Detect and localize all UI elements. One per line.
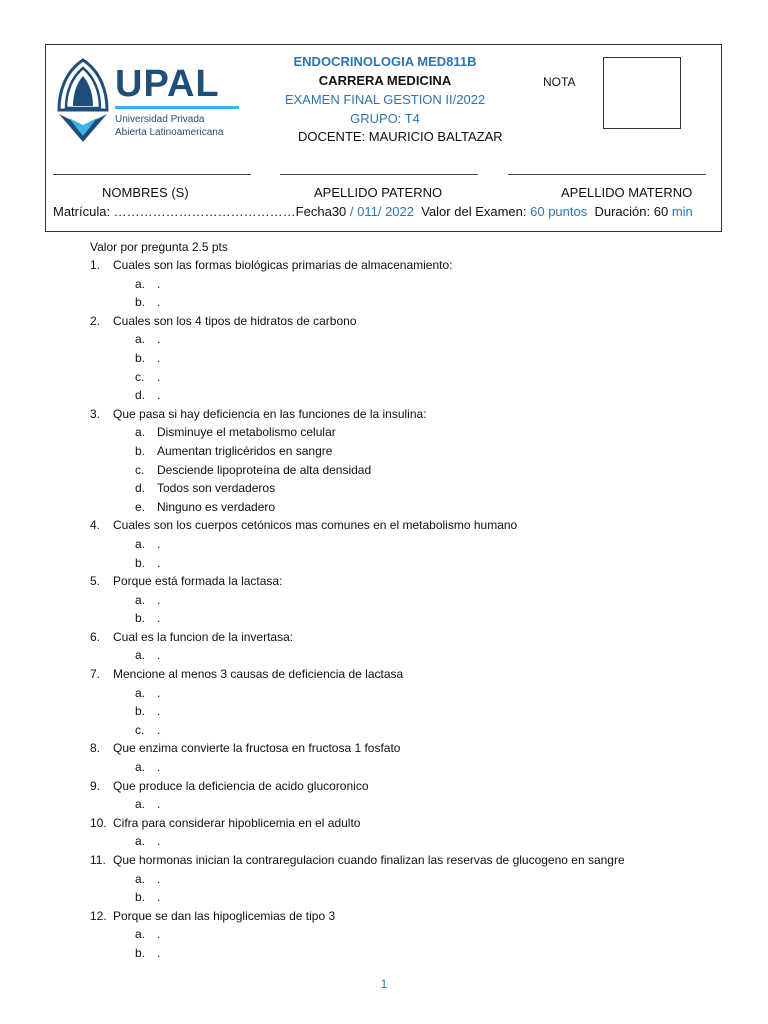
option-text: . (157, 834, 161, 849)
answer-option[interactable] (90, 591, 730, 610)
question-text: Cuales son las formas biológicas primarias de almacenamiento: (113, 258, 453, 272)
question-item (90, 256, 730, 275)
option-letter: c. (135, 462, 145, 477)
logo-subtitle-line-1: Universidad Privada (115, 114, 205, 125)
answer-option[interactable] (90, 758, 730, 777)
option-letter: a. (135, 760, 146, 775)
option-text: . (157, 350, 161, 365)
option-text: . (157, 276, 161, 291)
option-letter: a. (135, 648, 146, 663)
option-text: . (157, 797, 161, 812)
answer-option[interactable] (90, 554, 730, 573)
answer-option[interactable] (90, 721, 730, 740)
question-item (90, 777, 730, 796)
option-letter: c. (135, 369, 145, 384)
option-letter: a. (135, 685, 146, 700)
option-text: . (157, 332, 161, 347)
question-number: 6. (90, 629, 101, 644)
option-letter: b. (135, 443, 146, 458)
question-text: Mencione al menos 3 causas de deficiencia de lactasa (113, 667, 404, 682)
duration-label: Duración: 60 (594, 204, 669, 219)
question-text: Cuales son los cuerpos cetónicos mas comunes en el metabolismo humano (113, 518, 518, 533)
question-number: 2. (90, 313, 101, 328)
option-text: . (157, 555, 161, 570)
option-letter: a. (135, 797, 146, 812)
option-letter: d. (135, 388, 146, 403)
question-item (90, 665, 730, 684)
answer-option[interactable] (90, 461, 730, 480)
option-letter: a. (135, 871, 146, 886)
option-text: . (157, 722, 161, 737)
answer-option[interactable] (90, 368, 730, 387)
question-item (90, 739, 730, 758)
exam-questions (90, 238, 730, 963)
teacher-label: DOCENTE: MAURICIO BALTAZAR (298, 129, 503, 144)
page-number: 1 (380, 977, 388, 991)
option-text: . (157, 760, 161, 775)
option-letter: b. (135, 890, 146, 905)
answer-option[interactable] (90, 646, 730, 665)
grade-label: NOTA (543, 75, 576, 89)
answer-option[interactable] (90, 479, 730, 498)
question-text: Que pasa si hay deficiencia en las funciones de la insulina: (113, 406, 427, 421)
course-title: ENDOCRINOLOGIA MED811B (293, 54, 477, 69)
exam-value-label: Valor del Examen: (421, 204, 527, 219)
option-letter: c. (135, 722, 145, 737)
exam-value: 60 puntos (530, 204, 588, 219)
career-title: CARRERA MEDICINA (318, 73, 452, 88)
matricula-date-label: Matrícula: ……………………………………Fecha30 (53, 204, 347, 219)
logo-subtitle-line-2: Abierta Latinoamericana (115, 127, 224, 138)
answer-option[interactable] (90, 386, 730, 405)
answer-option[interactable] (90, 795, 730, 814)
answer-option[interactable] (90, 535, 730, 554)
option-text: . (157, 536, 161, 551)
question-number: 3. (90, 406, 101, 421)
option-text: . (157, 871, 161, 886)
points-per-question: Valor por pregunta 2.5 pts (90, 240, 228, 254)
question-list (90, 256, 730, 963)
question-number: 10. (90, 815, 107, 830)
question-number: 5. (90, 574, 101, 589)
option-text: Ninguno es verdadero (157, 499, 276, 514)
logo-wordmark: UPAL (115, 63, 220, 105)
answer-option[interactable] (90, 275, 730, 294)
maternal-surname-label: APELLIDO MATERNO (561, 185, 693, 200)
question-item (90, 851, 730, 870)
question-number: 1. (90, 258, 101, 272)
question-text: Que enzima convierte la fructosa en fructosa 1 fosfato (113, 741, 401, 756)
answer-option[interactable] (90, 888, 730, 907)
logo-subtitle (115, 113, 239, 139)
question-text: Cual es la funcion de la invertasa: (113, 629, 294, 644)
option-letter: e. (135, 499, 146, 514)
group-label: GRUPO: T4 (350, 111, 420, 126)
answer-option[interactable] (90, 330, 730, 349)
option-text: . (157, 295, 161, 310)
answer-option[interactable] (90, 925, 730, 944)
question-number: 8. (90, 741, 101, 756)
option-text: Aumentan triglicéridos en sangre (157, 443, 333, 458)
option-text: . (157, 611, 161, 626)
grade-box[interactable] (603, 57, 681, 129)
question-text: Cifra para considerar hipoblicemia en el adulto (113, 815, 361, 830)
option-letter: a. (135, 592, 146, 607)
answer-option[interactable] (90, 609, 730, 628)
answer-option[interactable] (90, 442, 730, 461)
answer-option[interactable] (90, 870, 730, 889)
maternal-signature-line[interactable] (508, 174, 706, 175)
question-item (90, 814, 730, 833)
option-text: . (157, 388, 161, 403)
option-text: . (157, 685, 161, 700)
answer-option[interactable] (90, 498, 730, 517)
option-letter: a. (135, 332, 146, 347)
upal-logo (55, 56, 255, 152)
option-text: . (157, 704, 161, 719)
question-item (90, 907, 730, 926)
duration-unit: min (671, 204, 693, 219)
option-text: Disminuye el metabolismo celular (157, 425, 336, 440)
option-letter: b. (135, 945, 146, 960)
option-letter: a. (135, 536, 146, 551)
option-text: Todos son verdaderos (157, 481, 276, 496)
option-letter: b. (135, 295, 146, 310)
names-signature-line[interactable] (53, 174, 251, 175)
exam-info-line (53, 204, 693, 219)
option-text: . (157, 927, 161, 942)
exam-title: EXAMEN FINAL GESTION II/2022 (284, 92, 486, 107)
question-text: Cuales son los 4 tipos de hidratos de carbono (113, 313, 357, 328)
question-text: Que hormonas inician la contraregulacion cuando finalizan las reservas de glucogeno en sangre (113, 853, 625, 867)
option-text: . (157, 592, 161, 607)
answer-option[interactable] (90, 944, 730, 963)
answer-option[interactable] (90, 684, 730, 703)
question-number: 7. (90, 667, 101, 682)
question-number: 11. (90, 853, 106, 867)
upal-emblem-icon (55, 56, 111, 146)
date-value: / 011/ 2022 (346, 204, 414, 219)
logo-underline (115, 106, 239, 109)
option-letter: b. (135, 704, 146, 719)
question-item (90, 628, 730, 647)
option-letter: b. (135, 611, 146, 626)
option-text: . (157, 890, 161, 905)
paternal-surname-label: APELLIDO PATERNO (314, 185, 443, 200)
question-text: Que produce la deficiencia de acido glucoronico (113, 778, 369, 793)
question-number: 9. (90, 778, 101, 793)
option-letter: a. (135, 927, 146, 942)
exam-title-block (270, 52, 500, 128)
option-text: . (157, 648, 161, 663)
answer-option[interactable] (90, 349, 730, 368)
option-letter: d. (135, 481, 146, 496)
answer-option[interactable] (90, 832, 730, 851)
option-text: . (157, 945, 161, 960)
question-number: 4. (90, 518, 101, 533)
logo-text (115, 64, 239, 139)
answer-option[interactable] (90, 423, 730, 442)
option-letter: a. (135, 276, 146, 291)
question-text: Porque está formada la lactasa: (113, 574, 283, 589)
option-letter: b. (135, 350, 146, 365)
paternal-signature-line[interactable] (280, 174, 478, 175)
question-item (90, 312, 730, 331)
answer-option[interactable] (90, 293, 730, 312)
question-text: Porque se dan las hipoglicemias de tipo 3 (113, 908, 336, 923)
question-item (90, 516, 730, 535)
question-item (90, 572, 730, 591)
answer-option[interactable] (90, 702, 730, 721)
option-letter: a. (135, 834, 146, 849)
question-number: 12. (90, 908, 107, 923)
option-text: . (157, 369, 161, 384)
names-label: NOMBRES (S) (102, 185, 189, 200)
option-letter: a. (135, 425, 146, 440)
option-letter: b. (135, 555, 146, 570)
question-item (90, 405, 730, 424)
option-text: Desciende lipoproteína de alta densidad (157, 462, 372, 477)
